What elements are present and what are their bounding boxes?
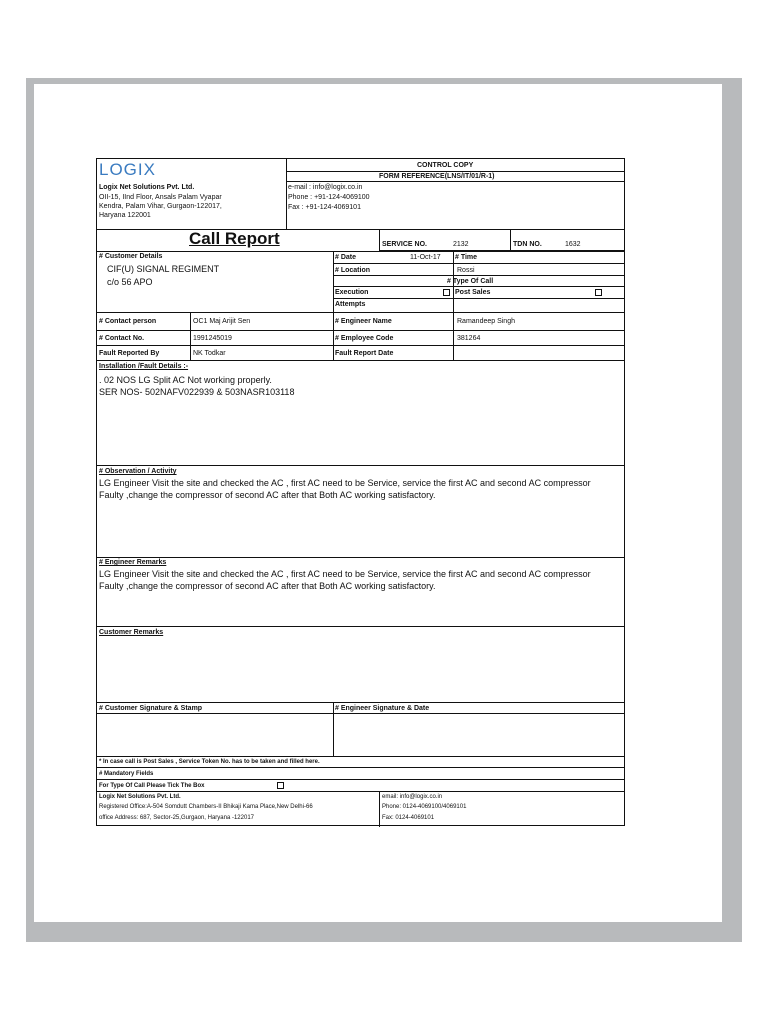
fault-report-date-label: Fault Report Date [335, 350, 394, 357]
execution-label: Execution [335, 289, 369, 296]
company-address-line3: Haryana 122001 [99, 212, 151, 219]
customer-name: CIF(U) SIGNAL REGIMENT [107, 264, 220, 274]
post-sales-note: * In case call is Post Sales , Service Token No. has to be taken and filled here. [99, 759, 320, 765]
company-address-line2: Kendra, Palam Vihar, Gurgaon-122017, [99, 203, 222, 210]
type-of-call-label: # Type Of Call [447, 278, 494, 285]
footer-fax: Fax: 0124-4069101 [382, 815, 435, 821]
service-no-value: 2132 [453, 241, 469, 248]
header-fax: Fax : +91-124-4069101 [288, 204, 361, 211]
date-label: # Date [335, 254, 357, 261]
company-address-line1: OII-15, IInd Floor, Ansals Palam Vyapar [99, 194, 222, 201]
contact-no-value: 1991245019 [193, 335, 232, 342]
location-label: # Location [335, 267, 371, 274]
engineer-remarks-label: # Engineer Remarks [99, 559, 167, 566]
observation-text: LG Engineer Visit the site and checked the AC , first AC need to be Service, service the first AC and second AC compressor Faulty ,change the compressor of second AC after that Both AC working satisfactory. [99, 478, 591, 500]
page-title: Call Report [189, 229, 280, 248]
engineer-name-label: # Engineer Name [335, 318, 392, 325]
customer-address: c/o 56 APO [107, 277, 153, 287]
customer-remarks-label: Customer Remarks [99, 629, 164, 636]
logix-logo: LOGIX [99, 160, 156, 179]
tdn-no-label: TDN NO. [513, 241, 542, 248]
post-sales-checkbox[interactable] [595, 289, 602, 296]
engineer-signature-label: # Engineer Signature & Date [335, 705, 430, 712]
post-sales-label: Post Sales [455, 289, 491, 296]
employee-code-label: # Employee Code [335, 335, 394, 342]
company-name: Logix Net Solutions Pvt. Ltd. [99, 184, 195, 191]
contact-no-label: # Contact No. [99, 335, 145, 342]
contact-person-label: # Contact person [99, 318, 157, 325]
installation-line1: . 02 NOS LG Split AC Not working properly. [99, 375, 272, 385]
fault-reported-by-label: Fault Reported By [99, 350, 160, 357]
type-of-call-checkbox[interactable] [277, 782, 284, 789]
mandatory-fields-note: # Mandatory Fields [99, 771, 154, 777]
customer-signature-label: # Customer Signature & Stamp [99, 705, 203, 712]
footer-phone: Phone: 0124-4069100/4069101 [382, 804, 467, 810]
footer-registered-office: Registered Office:A-504 Somdutt Chambers-II Bhikaji Kama Place,New Delhi-66 [99, 804, 313, 810]
customer-details-label: # Customer Details [99, 253, 163, 260]
footer-email: email: info@logix.co.in [382, 794, 443, 800]
installation-line2: SER NOS- 502NAFV022939 & 503NASR103118 [99, 387, 295, 397]
header-phone: Phone : +91-124-4069100 [288, 194, 370, 201]
call-report-form [96, 158, 625, 826]
control-copy: CONTROL COPY [417, 162, 474, 169]
engineer-name-value: Ramandeep Singh [457, 318, 515, 325]
form-reference: FORM REFERENCE(LNS/IT/01/R-1) [379, 173, 495, 180]
installation-label: Installation /Fault Details :- [99, 363, 189, 370]
observation-label: # Observation / Activity [99, 468, 177, 475]
engineer-remarks-text: LG Engineer Visit the site and checked the AC , first AC need to be Service, service the first AC and second AC compressor Faulty ,change the compressor of second AC after that Both AC working satisfactory. [99, 569, 591, 591]
date-value: 11-Oct-17 [410, 254, 441, 261]
footer-company: Logix Net Solutions Pvt. Ltd. [99, 794, 181, 800]
tdn-no-value: 1632 [565, 241, 581, 248]
fault-reported-by-value: NK Todkar [193, 350, 226, 357]
footer-office-address: office Address: 687, Sector-25,Gurgaon, Haryana -122017 [99, 815, 254, 821]
contact-person-value: OC1 Maj Arijit Sen [193, 318, 251, 325]
attempts-label: Attempts [335, 301, 366, 308]
execution-checkbox[interactable] [443, 289, 450, 296]
time-label: # Time [455, 254, 478, 261]
header-email: e-mail : info@logix.co.in [288, 184, 363, 191]
service-no-label: SERVICE NO. [382, 241, 427, 248]
tick-box-note: For Type Of Call Please Tick The Box [99, 783, 205, 789]
location-value: Rossi [457, 267, 475, 274]
employee-code-value: 381264 [457, 335, 481, 342]
